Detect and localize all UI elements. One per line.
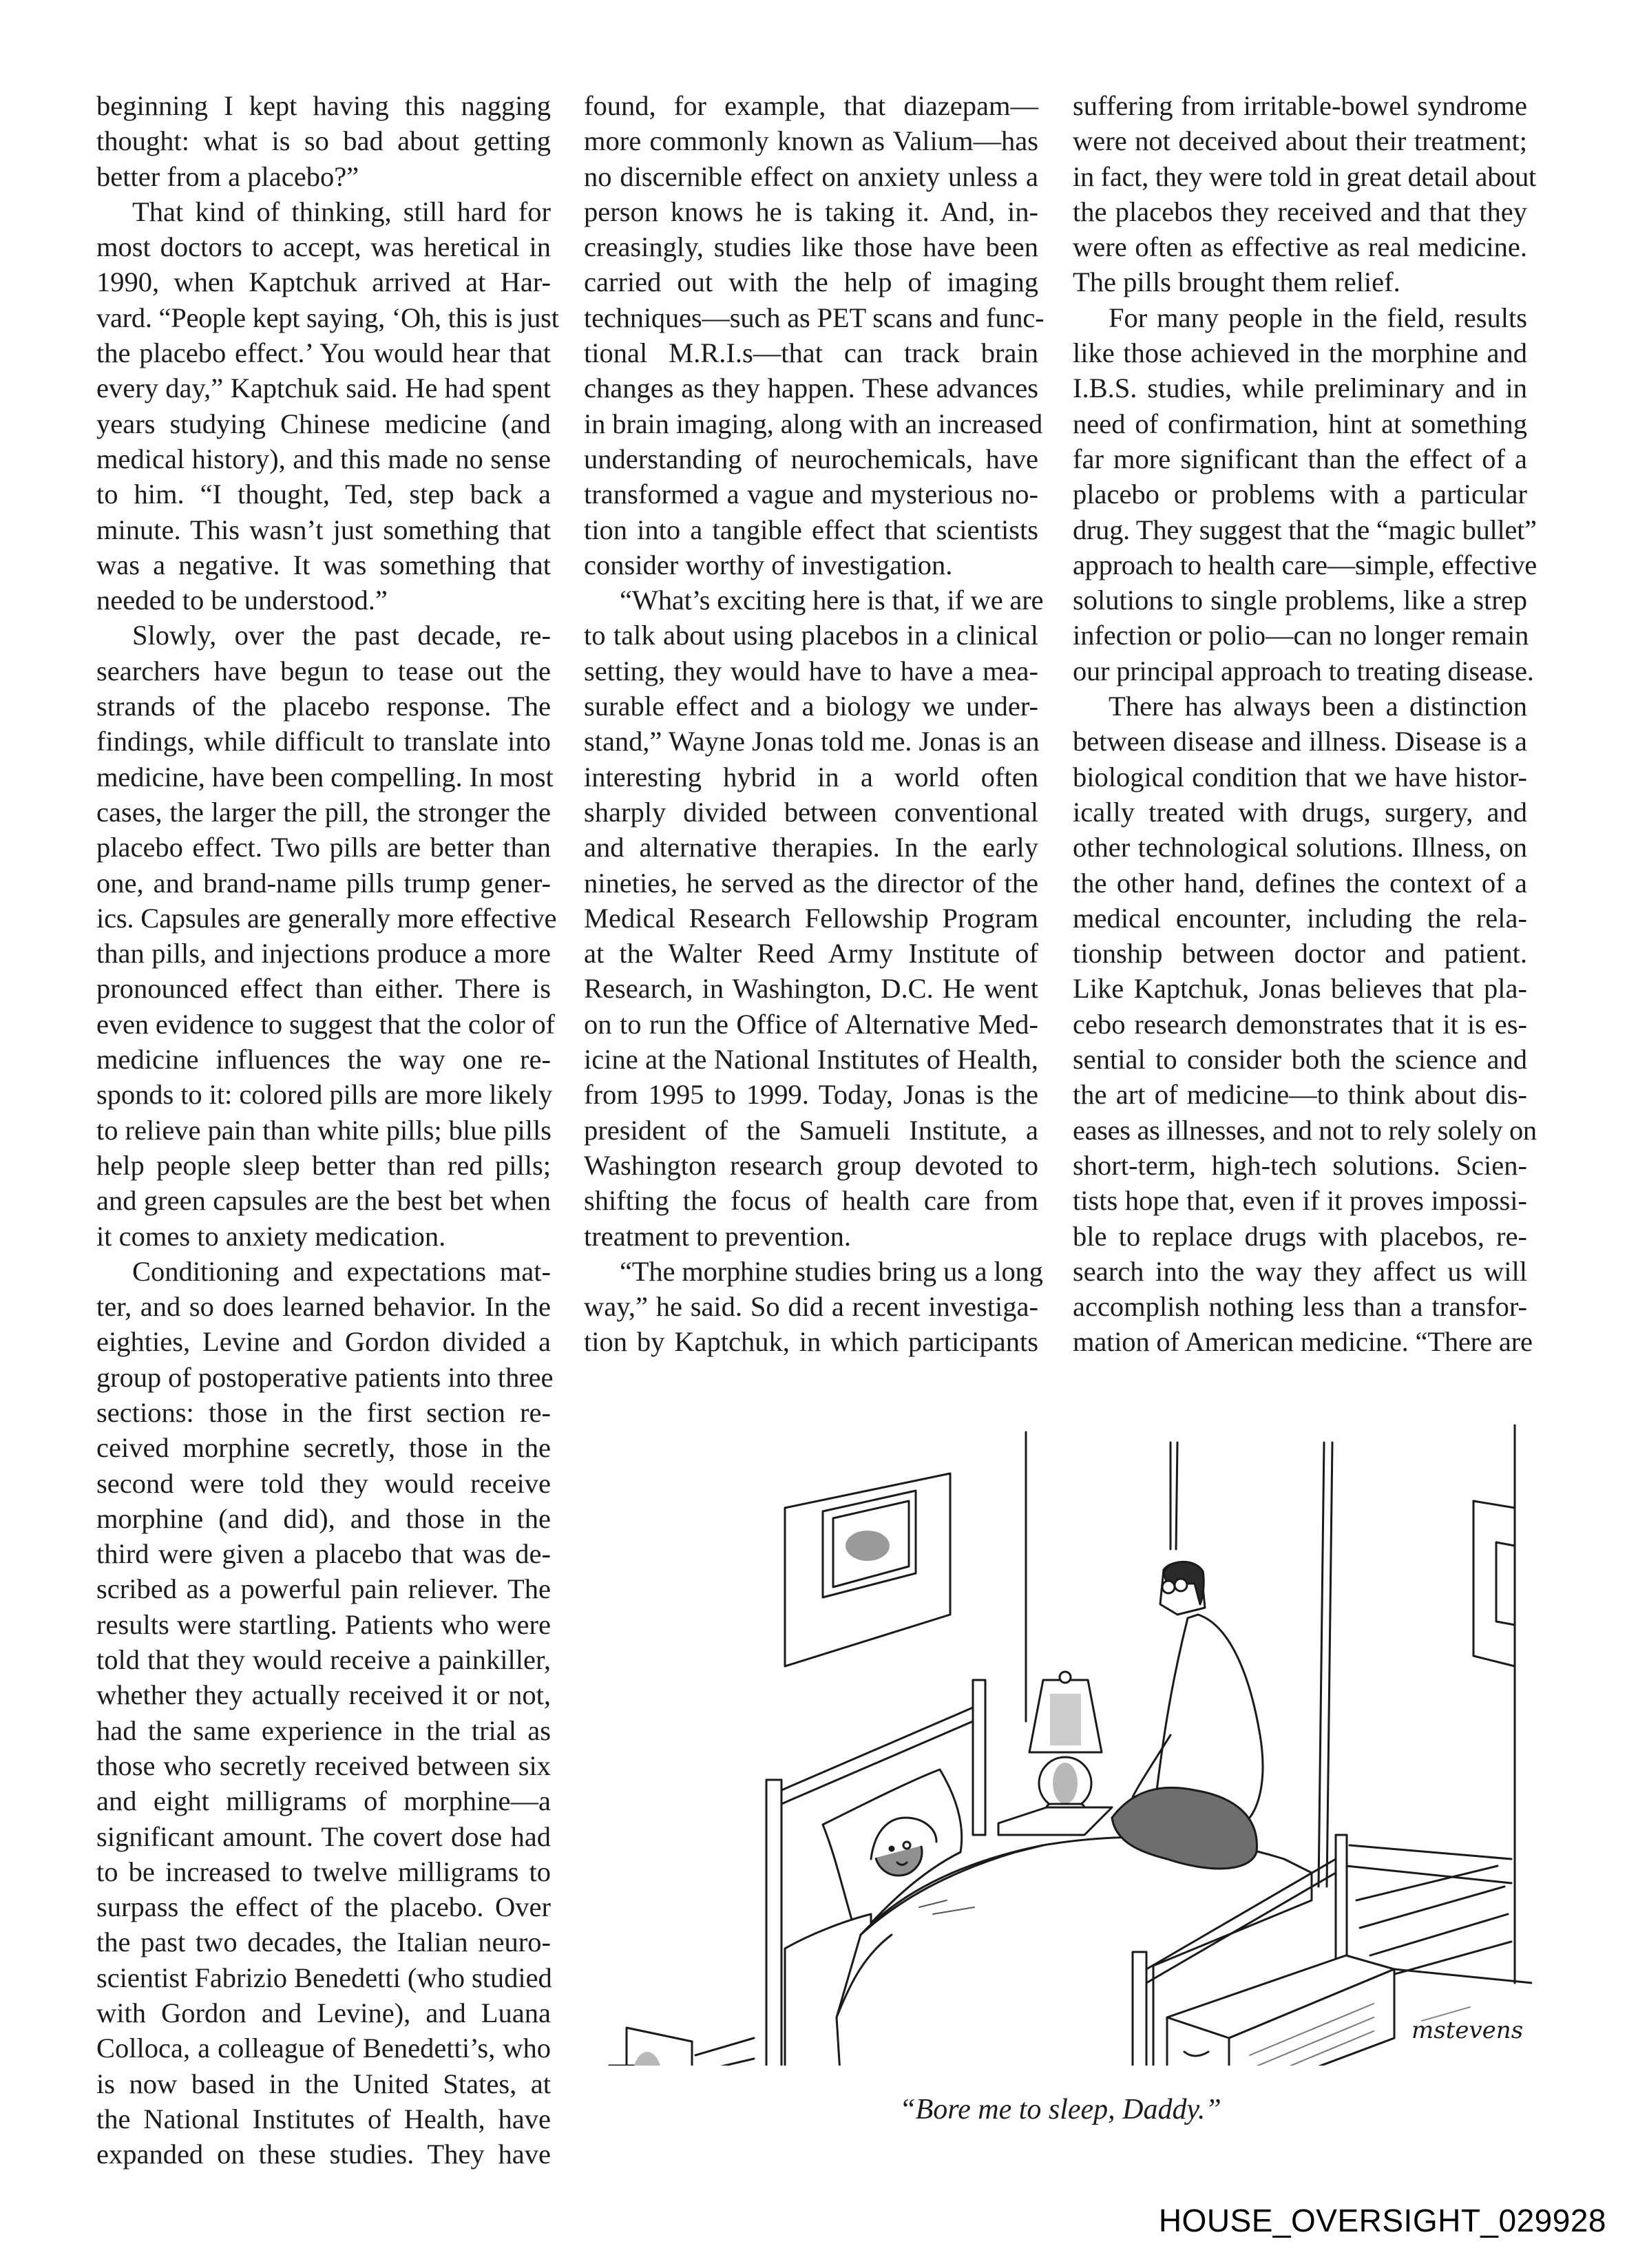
text-line: in fact, they were told in great detail about <box>1073 160 1536 192</box>
text-line: searchers have begun to tease out the <box>96 655 551 686</box>
text-line: medical history), and this made no sense <box>96 443 551 474</box>
text-line: were not deceived about their treatment; <box>1073 125 1527 157</box>
text-line: one, and brand-name pills trump gener- <box>96 867 551 899</box>
text-line: the art of medicine—to think about dis- <box>1073 1079 1527 1111</box>
cartoonist-signature: mstevens <box>1411 2017 1524 2044</box>
text-line: the past two decades, the Italian neuro- <box>96 1926 551 1958</box>
text-line: and green capsules are the best bet when <box>96 1185 551 1217</box>
text-line: That kind of thinking, still hard for <box>132 196 551 227</box>
text-line: consider worthy of investigation. <box>584 549 953 580</box>
text-line: short-term, high-tech solutions. Scien- <box>1073 1149 1527 1181</box>
bates-stamp: HOUSE_OVERSIGHT_029928 <box>1158 2203 1606 2238</box>
text-line: medicine, have been compelling. In most <box>96 761 554 792</box>
text-line: between disease and illness. Disease is a <box>1073 726 1527 757</box>
text-line: with Gordon and Levine), and Luana <box>96 1997 551 2029</box>
text-line: every day,” Kaptchuk said. He had spent <box>96 372 551 404</box>
text-line: There has always been a distinction <box>1109 691 1527 722</box>
cartoon-caption: “Bore me to sleep, Daddy.” <box>899 2094 1221 2125</box>
text-line: For many people in the field, results <box>1109 302 1527 333</box>
text-line: tion by Kaptchuk, in which participants <box>584 1326 1038 1358</box>
text-line: nineties, he served as the director of the <box>584 867 1038 899</box>
text-line: findings, while difficult to translate into <box>96 726 551 757</box>
text-line: the placebo effect.’ You would hear that <box>96 337 551 369</box>
text-line: drug. They suggest that the “magic bullet” <box>1073 514 1537 545</box>
text-line: third were given a placebo that was de- <box>96 1538 551 1570</box>
text-line: sections: those in the first section re- <box>96 1396 551 1428</box>
lamp <box>1029 1672 1102 1816</box>
text-line: in brain imaging, along with an increased <box>584 408 1043 439</box>
text-line: is now based in the United States, at <box>96 2068 551 2099</box>
text-line: on to run the Office of Alternative Med- <box>584 1008 1038 1040</box>
text-line: “What’s exciting here is that, if we are <box>620 585 1044 616</box>
text-line: Slowly, over the past decade, re- <box>132 620 551 651</box>
text-line: from 1995 to 1999. Today, Jonas is the <box>584 1079 1038 1111</box>
text-line: Research, in Washington, D.C. He went <box>584 973 1038 1005</box>
text-line: “The morphine studies bring us a long <box>620 1255 1043 1287</box>
text-line: setting, they would have to have a mea- <box>584 655 1038 686</box>
text-line: placebo or problems with a particular <box>1073 479 1527 510</box>
text-line: way,” he said. So did a recent investiga- <box>584 1291 1038 1323</box>
text-line: whether they actually received it or not, <box>96 1679 551 1711</box>
text-line: to him. “I thought, Ted, step back a <box>96 479 551 510</box>
article-column-3 <box>1073 88 1537 1360</box>
cartoon-illustration <box>589 1377 1532 2066</box>
text-line: pronounced effect than either. There is <box>96 973 551 1005</box>
text-line: accomplish nothing less than a transfor- <box>1073 1291 1527 1323</box>
text-line: sponds to it: colored pills are more likely <box>96 1079 553 1111</box>
text-line: person knows he is taking it. And, in- <box>584 196 1038 227</box>
text-line: approach to health care—simple, effective <box>1073 549 1537 580</box>
text-line: need of confirmation, hint at something <box>1073 408 1527 439</box>
wall-picture-right <box>1473 1501 1515 1666</box>
text-line: other technological solutions. Illness, on <box>1073 832 1527 863</box>
article-column-1 <box>96 88 559 2172</box>
text-line: it comes to anxiety medication. <box>96 1220 446 1252</box>
text-line: Washington research group devoted to <box>584 1149 1038 1181</box>
text-line: mation of American medicine. “There are <box>1073 1326 1533 1358</box>
text-line: cases, the larger the pill, the stronger the <box>96 796 551 828</box>
text-line: sharply divided between conventional <box>584 796 1038 828</box>
text-line: The pills brought them relief. <box>1073 266 1400 298</box>
text-line: solutions to single problems, like a strep <box>1073 585 1527 616</box>
text-line: was a negative. It was something that <box>96 549 551 580</box>
text-line: suffering from irritable-bowel syndrome <box>1073 90 1527 121</box>
text-line: better from a placebo?” <box>96 160 359 192</box>
text-line: cebo research demonstrates that it is es- <box>1073 1008 1527 1040</box>
text-line: significant amount. The covert dose had <box>96 1820 551 1852</box>
text-line: those who secretly received between six <box>96 1750 551 1781</box>
text-line: carried out with the help of imaging <box>584 266 1038 298</box>
wall-picture <box>785 1473 950 1666</box>
text-line: found, for example, that diazepam— <box>584 90 1038 121</box>
text-line: surable effect and a biology we under- <box>584 691 1038 722</box>
text-line: minute. This wasn’t just something that <box>96 514 551 545</box>
text-line: even evidence to suggest that the color of <box>96 1008 555 1040</box>
text-line: most doctors to accept, was heretical in <box>96 231 551 263</box>
text-line: stand,” Wayne Jonas told me. Jonas is an <box>584 726 1040 757</box>
text-line: icine at the National Institutes of Health, <box>584 1044 1038 1075</box>
article-column-2 <box>584 88 1045 1360</box>
text-line: told that they would receive a painkiller, <box>96 1644 551 1676</box>
text-line: ter, and so does learned behavior. In the <box>96 1291 551 1323</box>
text-line: like those achieved in the morphine and <box>1073 337 1527 369</box>
text-line: help people sleep better than red pills; <box>96 1149 551 1181</box>
text-line: Colloca, a colleague of Benedetti’s, who <box>96 2033 551 2064</box>
text-line: ble to replace drugs with placebos, re- <box>1073 1220 1527 1252</box>
text-line: ceived morphine secretly, those in the <box>96 1432 551 1464</box>
nightstand <box>998 1807 1112 1835</box>
text-line: needed to be understood.” <box>96 585 388 616</box>
text-line: at the Walter Reed Army Institute of <box>584 938 1038 969</box>
text-line: treatment to prevention. <box>584 1220 851 1252</box>
text-line: Medical Research Fellowship Program <box>584 902 1038 934</box>
text-line: shifting the focus of health care from <box>584 1185 1038 1217</box>
text-line: medical encounter, including the rela- <box>1073 902 1527 934</box>
text-line: placebo effect. Two pills are better than <box>96 832 551 863</box>
text-line: medicine influences the way one re- <box>96 1044 551 1075</box>
text-line: scribed as a powerful pain reliever. The <box>96 1573 551 1605</box>
text-line: surpass the effect of the placebo. Over <box>96 1891 551 1923</box>
text-line: the placebos they received and that they <box>1073 196 1527 227</box>
text-line: biological condition that we have histor- <box>1073 761 1527 792</box>
text-line: ically treated with drugs, surgery, and <box>1073 796 1527 828</box>
text-line: the National Institutes of Health, have <box>96 2103 551 2134</box>
text-line: strands of the placebo response. The <box>96 691 551 722</box>
text-line: the other hand, defines the context of a <box>1073 867 1527 899</box>
text-line: I.B.S. studies, while preliminary and in <box>1073 372 1527 404</box>
text-line: creasingly, studies like those have been <box>584 231 1038 263</box>
text-line: results were startling. Patients who were <box>96 1608 551 1640</box>
text-line: interesting hybrid in a world often <box>584 761 1038 792</box>
text-line: eighties, Levine and Gordon divided a <box>96 1326 551 1358</box>
text-line: beginning I kept having this nagging <box>96 90 551 121</box>
text-line: thought: what is so bad about getting <box>96 125 551 157</box>
text-line: ics. Capsules are generally more effective <box>96 902 557 934</box>
text-line: tion into a tangible effect that scientists <box>584 514 1038 545</box>
text-line: changes as they happen. These advances <box>584 372 1038 404</box>
text-line: search into the way they affect us will <box>1073 1255 1527 1287</box>
text-line: 1990, when Kaptchuk arrived at Har- <box>96 266 551 298</box>
text-line: far more significant than the effect of a <box>1073 443 1527 474</box>
text-line: Like Kaptchuk, Jonas believes that pla- <box>1073 973 1527 1005</box>
text-line: tionship between doctor and patient. <box>1073 938 1527 969</box>
father-sitting <box>1112 1562 1263 1869</box>
text-line: expanded on these studies. They have <box>96 2139 551 2170</box>
text-line: to relieve pain than white pills; blue pills <box>96 1114 552 1146</box>
text-line: had the same experience in the trial as <box>96 1714 551 1746</box>
text-line: tists hope that, even if it proves impossi- <box>1073 1185 1527 1217</box>
text-line: president of the Samueli Institute, a <box>584 1114 1038 1146</box>
text-line: and alternative therapies. In the early <box>584 832 1038 863</box>
text-line: morphine (and did), and those in the <box>96 1502 551 1534</box>
text-line: than pills, and injections produce a more <box>96 938 551 969</box>
text-line: techniques—such as PET scans and func- <box>584 302 1045 333</box>
text-line: years studying Chinese medicine (and <box>96 408 551 439</box>
text-line: and eight milligrams of morphine—a <box>96 1785 551 1817</box>
text-line: to talk about using placebos in a clinical <box>584 620 1038 651</box>
text-line: more commonly known as Valium—has <box>584 125 1038 157</box>
text-line: vard. “People kept saying, ‘Oh, this is just <box>96 302 559 333</box>
text-line: eases as illnesses, and not to rely solely on <box>1073 1114 1537 1146</box>
text-line: sential to consider both the science and <box>1073 1044 1527 1075</box>
text-line: Conditioning and expectations mat- <box>132 1255 551 1287</box>
text-line: second were told they would receive <box>96 1467 551 1499</box>
storage-chest <box>1167 1955 1394 2066</box>
text-line: to be increased to twelve milligrams to <box>96 1856 551 1887</box>
text-line: our principal approach to treating disease. <box>1073 655 1534 686</box>
text-line: transformed a vague and mysterious no- <box>584 479 1038 510</box>
text-line: scientist Fabrizio Benedetti (who studied <box>96 1962 552 1993</box>
text-line: tional M.R.I.s—that can track brain <box>584 337 1038 369</box>
text-line: infection or polio—can no longer remain <box>1073 620 1529 651</box>
text-line: no discernible effect on anxiety unless a <box>584 160 1038 192</box>
text-line: group of postoperative patients into three <box>96 1361 554 1393</box>
text-line: were often as effective as real medicine. <box>1073 231 1527 263</box>
text-line: understanding of neurochemicals, have <box>584 443 1038 474</box>
